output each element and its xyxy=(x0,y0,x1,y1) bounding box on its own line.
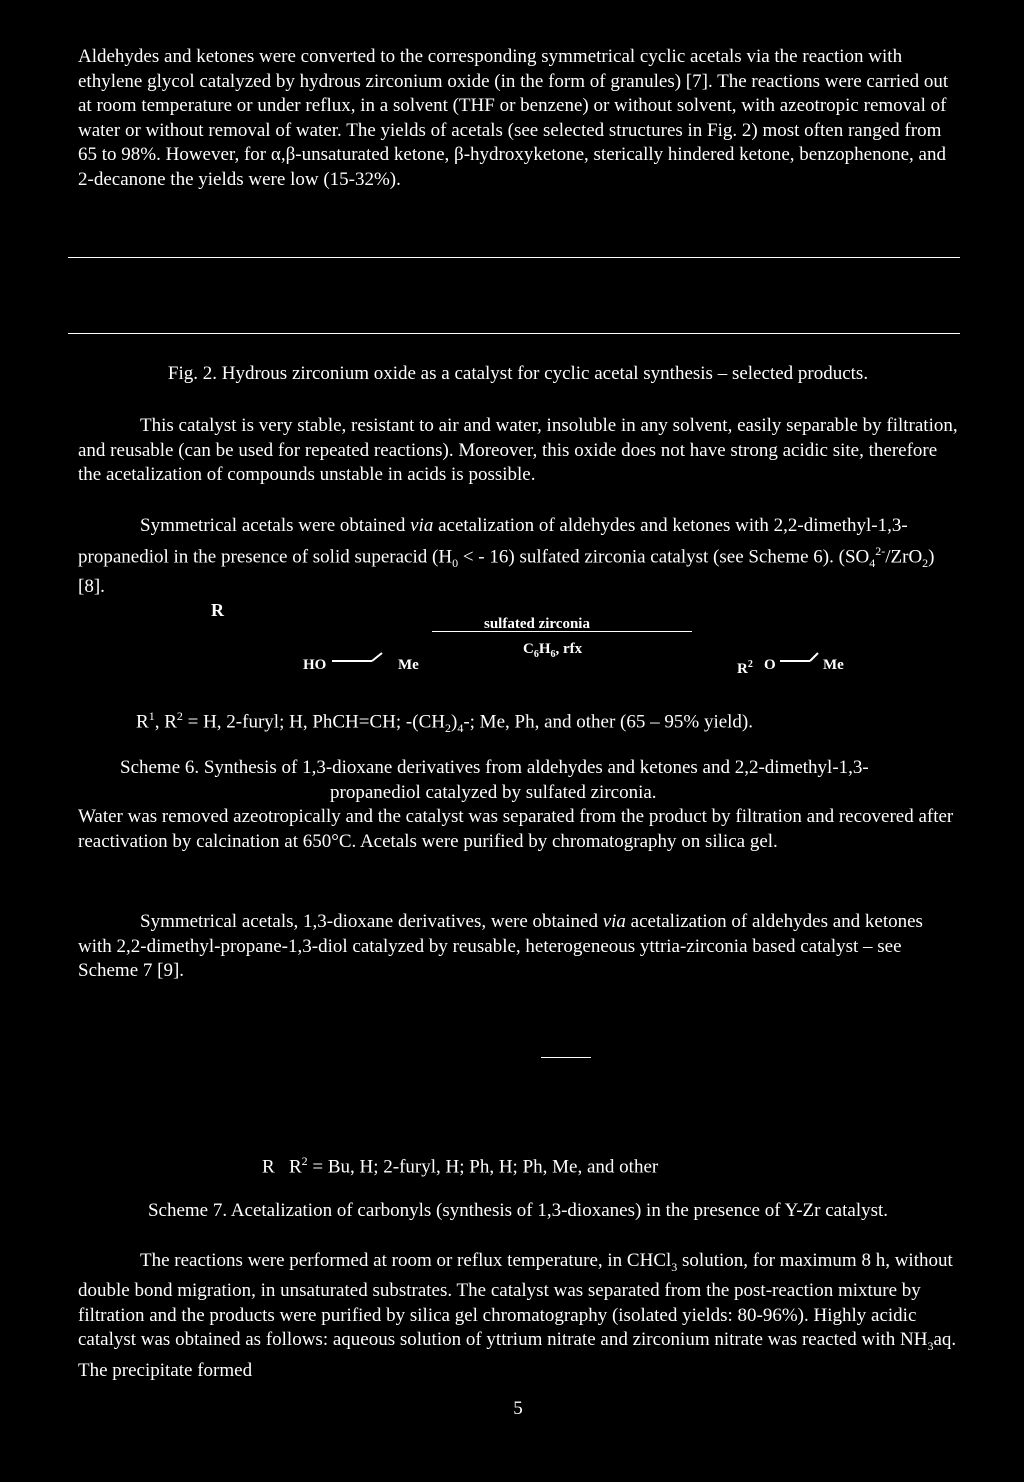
scheme7-substituents: R $R^2 = Bu$, H; 2-furyl, H; Ph, H; Ph, Me, and other xyxy=(262,1154,659,1178)
scheme6-solvent: $C_6H_6$, rfx xyxy=(523,641,583,660)
paragraph-6: The reactions were performed at room or reflux temperature, in CHCl$_3$ solution, for maximum 8 h, without double bond migration, in unsaturated substrates. The catalyst was separated from the post-reaction mixture by filtration and the products were purified by silica gel chromatography (isolated yields: 80-96%). Highly acidic catalyst was obtained as follows: aqueous solution of yttrium nitrate and zirconium nitrate was reacted with $NH_3aq$. The precipitate formed xyxy=(78,1250,957,1381)
scheme6-substituents: $R^1$, $R^2 = H$, 2-furyl; H, PhCH=CH; $-(CH_2)_4-$; Me, Ph, and other (65 – 95% yield). xyxy=(136,709,754,736)
page-number: 5 xyxy=(513,1398,523,1419)
scheme6-catalyst: sulfated zirconia xyxy=(484,616,590,632)
scheme6-reactant-me: Me xyxy=(398,657,419,673)
paragraph-2: This catalyst is very stable, resistant to air and water, insoluble in any solvent, easily separable by filtration, and reusable (can be used for repeated reactions). Moreover, this oxide does not have strong acidic site, therefore the acetalization of compounds unstable in acids is possible. xyxy=(78,415,958,485)
scheme6-product-me: Me xyxy=(823,657,844,673)
scheme6-product-r: $R^2$ xyxy=(737,659,753,677)
scheme7-arrow xyxy=(541,1057,591,1058)
fig2-caption: Fig. 2. Hydrous zirconium oxide as a catalyst for cyclic acetal synthesis – selected products. xyxy=(167,363,869,384)
scheme6-r-label: R xyxy=(211,600,224,620)
scheme6-reactant-ho: HO xyxy=(303,657,327,673)
paragraph-4: Water was removed azeotropically and the catalyst was separated from the product by filtration and recovered after reactivation by calcination at 650°C. Acetals were purified by chromatography on silica gel. xyxy=(78,806,954,852)
scheme6-reaction-arrow xyxy=(432,631,692,632)
scheme6-reactant-bond xyxy=(328,650,390,666)
paragraph-3: Symmetrical acetals were obtained via acetalization of aldehydes and ketones with 2,2-dimethyl-1,3-propanediol in the presence of solid superacid ($H_0$ < - 16) sulfated zirconia catalyst (see Scheme 6). $(SO_4^{2-}/ZrO_2)$ [8]. xyxy=(78,515,935,598)
scheme6-caption-line1: Scheme 6. Synthesis of 1,3-dioxane derivatives from aldehydes and ketones and 2,2-dimethyl-1,3- xyxy=(120,757,869,778)
paragraph-1: Aldehydes and ketones were converted to the corresponding symmetrical cyclic acetals via the reaction with ethylene glycol catalyzed by hydrous zirconium oxide (in the form of granules) [7]. The reactions were carried out at room temperature or under reflux, in a solvent (THF or benzene) or without solvent, with azeotropic removal of water or without removal of water. The yields of acetals (see selected structures in Fig. 2) most often ranged from 65 to 98%. However, for α,β-unsaturated ketone, β-hydroxyketone, sterically hindered ketone, benzophenone, and 2-decanone the yields were low (15-32%). xyxy=(78,46,949,190)
scheme6-product-o: O xyxy=(764,657,776,673)
scheme6-caption-line2: propanediol catalyzed by sulfated zirconia. xyxy=(330,782,657,803)
figure-bottom-rule xyxy=(68,333,960,334)
paragraph-5: Symmetrical acetals, 1,3-dioxane derivatives, were obtained via acetalization of aldehydes and ketones with 2,2-dimethyl-propane-1,3-diol catalyzed by reusable, heterogeneous yttria-zirconia based catalyst – see Scheme 7 [9]. xyxy=(78,911,923,981)
scheme7-caption: Scheme 7. Acetalization of carbonyls (synthesis of 1,3-dioxanes) in the presence of Y-Zr catalyst. xyxy=(147,1200,889,1221)
figure-top-rule xyxy=(68,257,960,258)
